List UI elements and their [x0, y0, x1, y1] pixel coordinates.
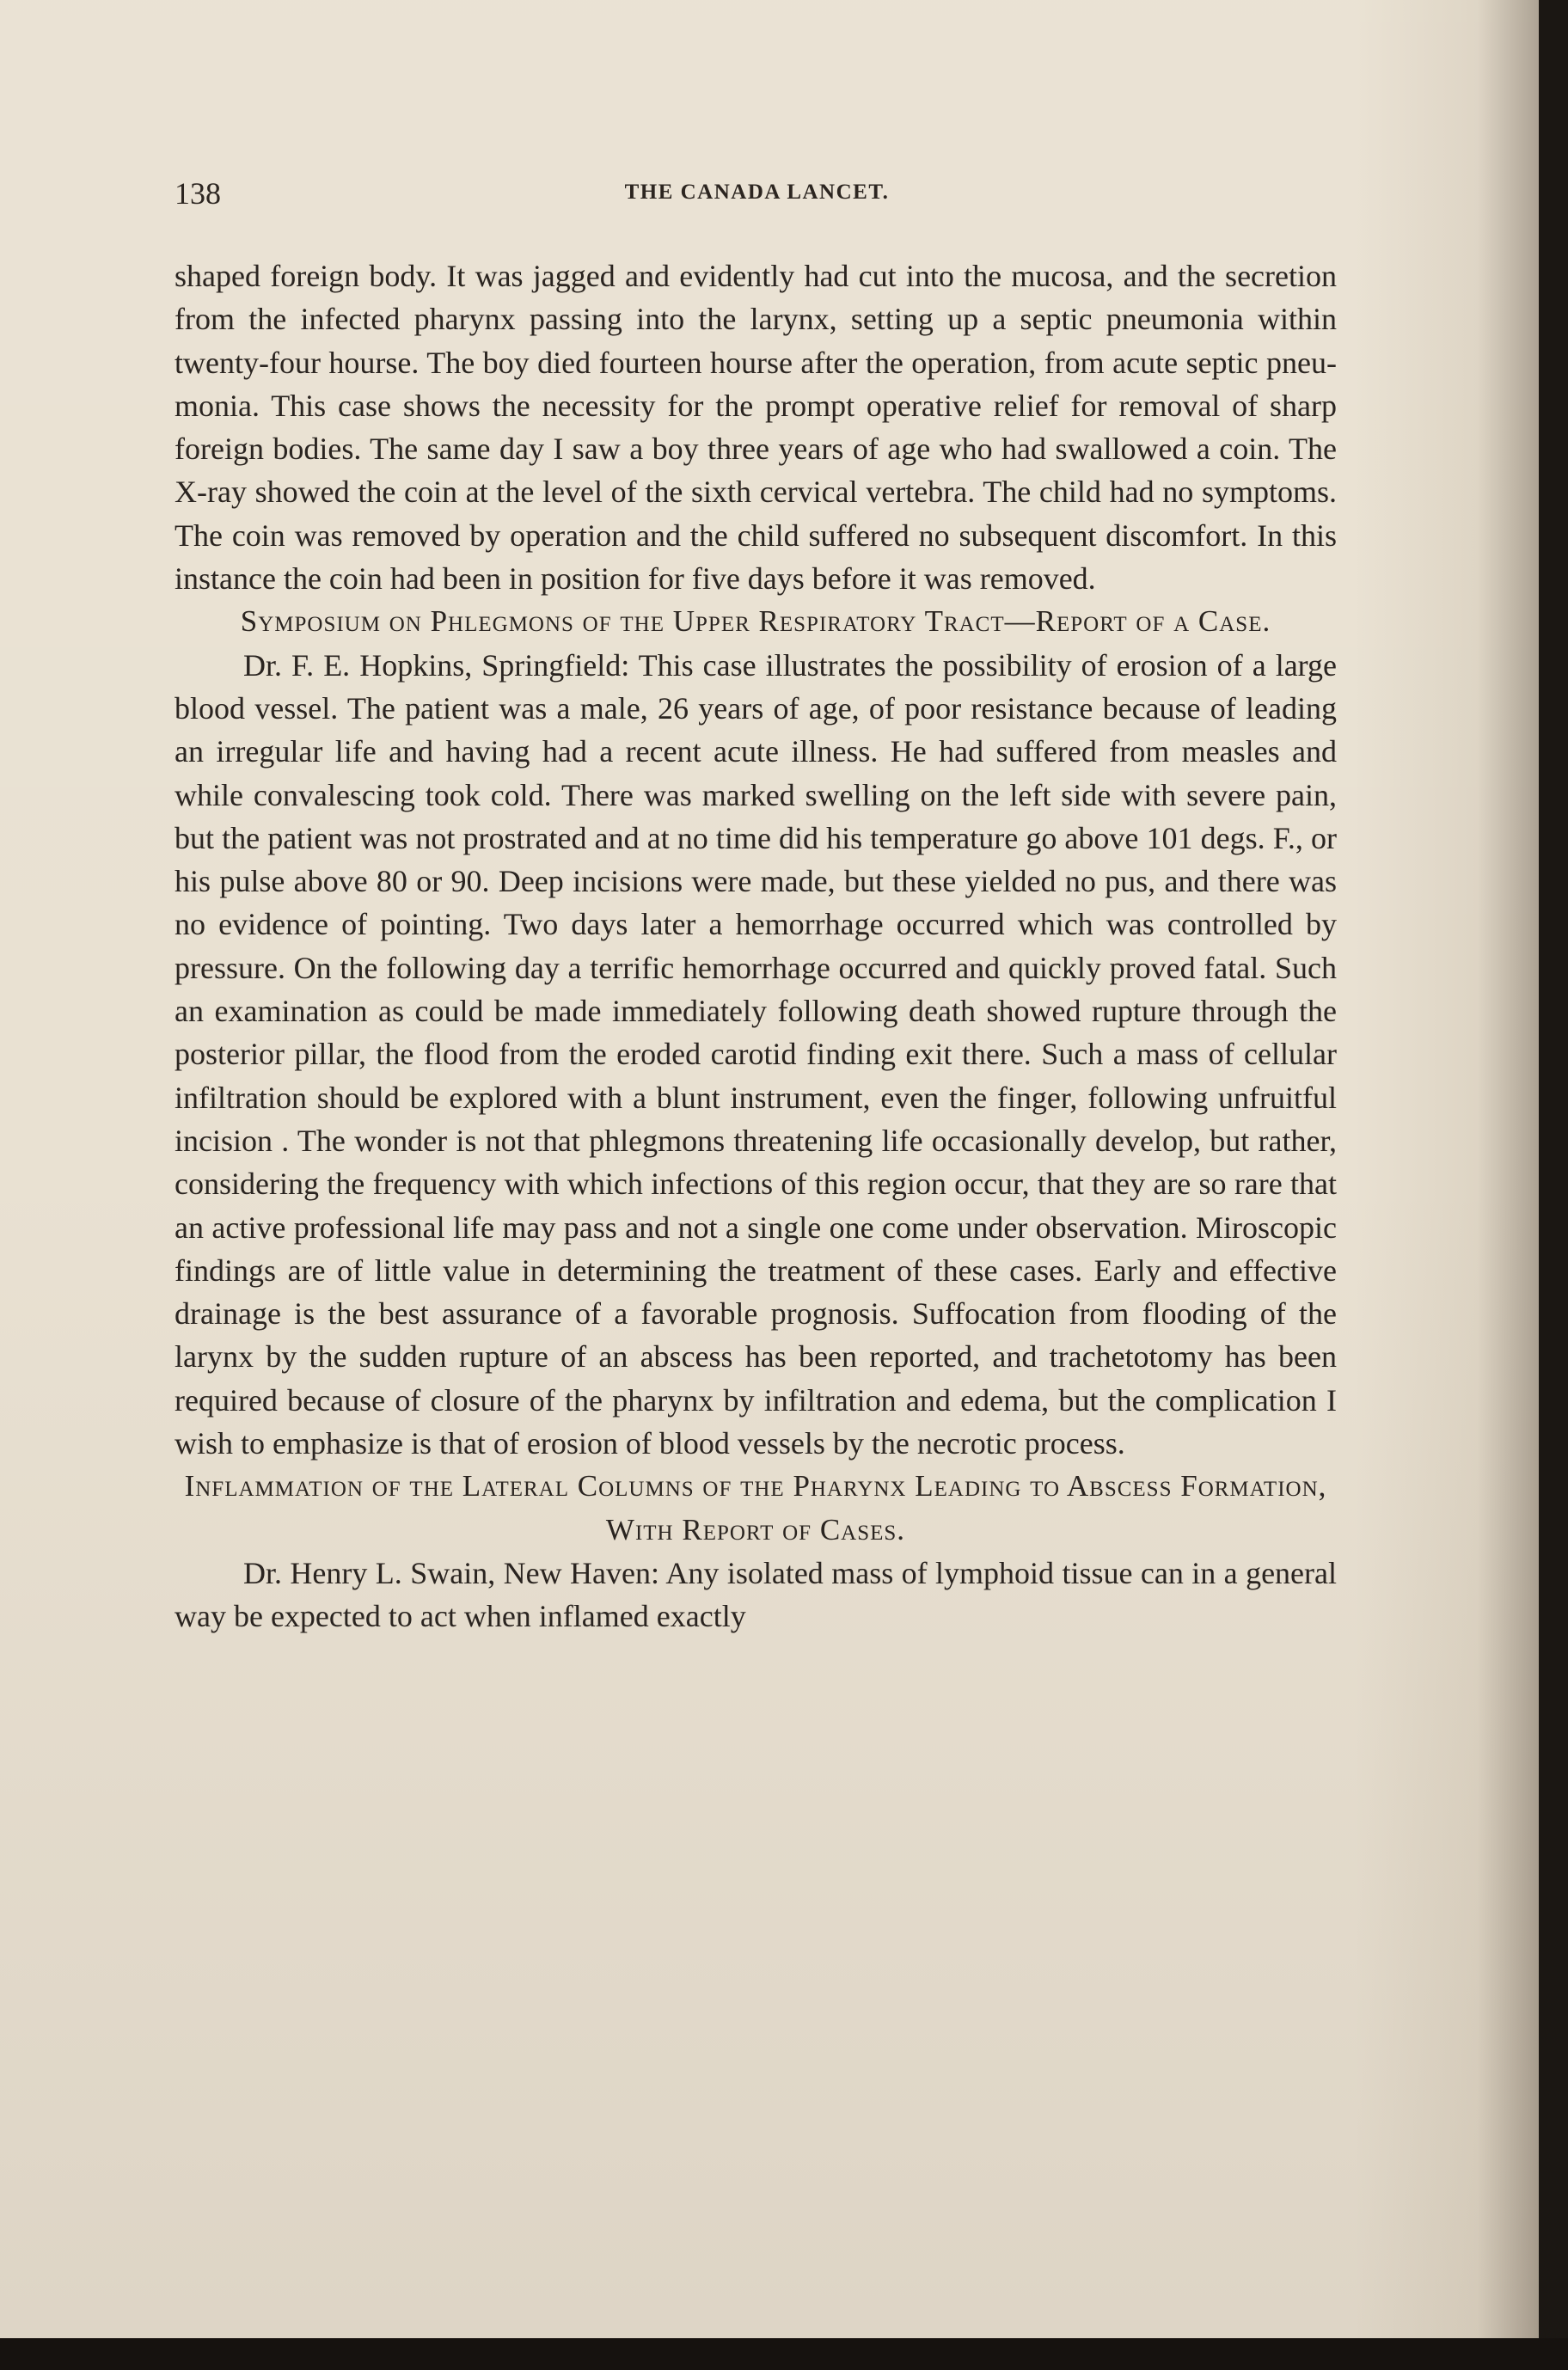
page-body — [175, 254, 1337, 1638]
running-head: THE CANADA LANCET. — [624, 181, 890, 204]
paragraph-hopkins: Dr. F. E. Hopkins, Springfield: This case illustrates the possibility of erosion of a large blood vessel. The patient was a male, 26 years of age, of poor resistance because of leading an irregular life and having had a recent acute illness. He had suffered from measles and while convalescing took cold. There was marked swelling on the left side with severe pain, but the patient was not prostrated and at no time did his temperature go above 101 degs. F., or his pulse above 80 or 90. Deep incisions were made, but these yielded no pus, and there was no evidence of pointing. Two days later a hemorrhage occurred which was controlled by pressure. On the following day a terrific hemorrhage occurred and quickly proved fatal. Such an examination as could be made immediately following death showed rupture through the posterior pillar, the flood from the eroded carotid finding exit there. Such a mass of cellular infiltration should be explored with a blunt instrument, even the finger, following unfruitful incision . The wonder is not that phlegmons threatening life occasionally develop, but rather, considering the frequency with which infections of this region occur, that they are so rare that an active professional life may pass and not a single one come under observation. Miroscopic findings are of little value in determining the treatment of these cases. Early and effective drainage is the best assurance of a favorable prognosis. Suffocation from flooding of the larynx by the sudden rupture of an abscess has been reported, and trachetotomy has been required because of closure of the pharynx by infiltration and edema, but the complication I wish to emphasize is that of erosion of blood vessels by the necrotic process. — [175, 647, 1337, 1461]
page-number: 138 — [175, 176, 221, 211]
section-heading-phlegmons: Symposium on Phlegmons of the Upper Respiratory Tract—Report of a Case. — [240, 604, 1271, 639]
page-edge-shadow — [0, 2338, 1568, 2370]
page-header — [175, 175, 1339, 218]
section-heading-inflammation: Inflammation of the Lateral Columns of the Pharynx Leading to Abscess Formation, With Report of Cases. — [184, 1469, 1327, 1546]
paragraph-continued: shaped foreign body. It was jagged and evidently had cut into the mucosa, and the secretion from the infected pharynx passing into the larynx, setting up a septic pneumonia within twenty-four hourse. The boy died fourteen hourse after the operation, from acute septic pneumonia. This case shows the necessity for the prompt operative relief for removal of sharp foreign bodies. The same day I saw a boy three years of age who had swallowed a coin. The X-ray showed the coin at the level of the sixth cervical vertebra. The child had no symptoms. The coin was removed by operation and the child suffered no subsequent discomfort. In this instance the coin had been in position for five days before it was removed. — [175, 259, 1337, 597]
paragraph-swain: Dr. Henry L. Swain, New Haven: Any isolated mass of lymphoid tissue can in a general way be expected to act when inflamed exactly — [175, 1555, 1337, 1634]
